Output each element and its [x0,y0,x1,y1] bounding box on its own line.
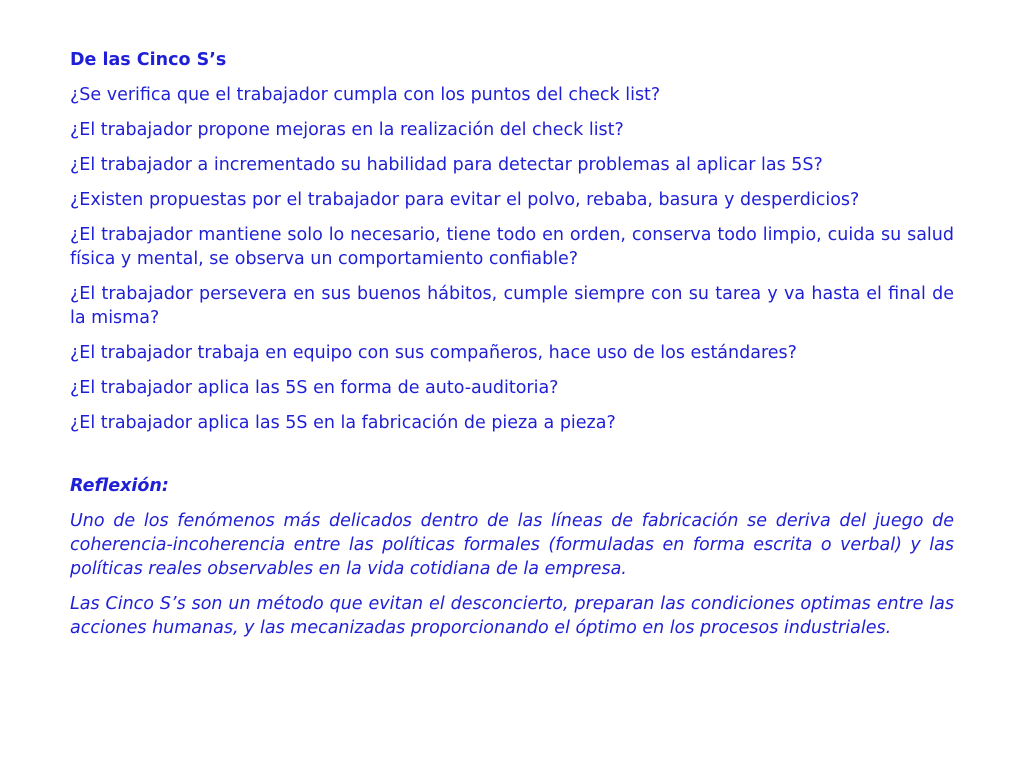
spacer [70,446,954,474]
question-item: ¿Se verifica que el trabajador cumpla con los puntos del check list? [70,85,661,105]
question-item: ¿El trabajador trabaja en equipo con sus compañeros, hace uso de los estándares? [70,343,797,363]
question-item: ¿El trabajador aplica las 5S en forma de auto-auditoria? [70,378,559,398]
question-item: ¿El trabajador mantiene solo lo necesario, tiene todo en orden, conserva todo limpio, cuida su salud física y mental, se observa un comportamiento confiable? [70,225,954,269]
reflection-paragraph: Las Cinco S’s son un método que evitan el desconcierto, preparan las condiciones optimas entre las acciones humanas, y las mecanizadas proporcionando el óptimo en los procesos industriales. [70,594,954,638]
section-title: De las Cinco S’s [70,50,227,70]
reflection-title: Reflexión: [70,476,169,496]
slide-content [70,48,954,651]
question-item: ¿Existen propuestas por el trabajador para evitar el polvo, rebaba, basura y desperdicios? [70,190,860,210]
question-item: ¿El trabajador propone mejoras en la realización del check list? [70,120,624,140]
reflection-paragraph: Uno de los fenómenos más delicados dentro de las líneas de fabricación se deriva del juego de coherencia-incoherencia entre las políticas formales (formuladas en forma escrita o verbal) y las políticas reales observables en la vida cotidiana de la empresa. [70,511,954,579]
question-item: ¿El trabajador persevera en sus buenos hábitos, cumple siempre con su tarea y va hasta el final de la misma? [70,284,954,328]
question-item: ¿El trabajador aplica las 5S en la fabricación de pieza a pieza? [70,413,616,433]
question-item: ¿El trabajador a incrementado su habilidad para detectar problemas al aplicar las 5S? [70,155,823,175]
